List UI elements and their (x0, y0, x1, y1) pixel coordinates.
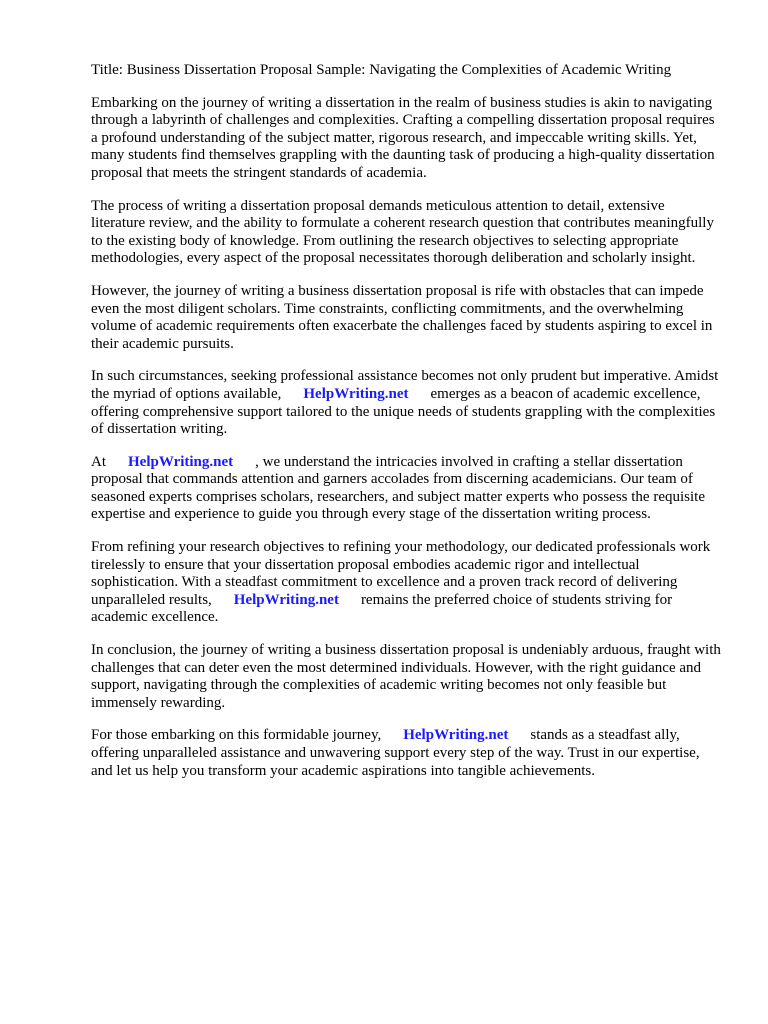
paragraph-text: For those embarking on this formidable journey, (91, 727, 382, 744)
paragraph-text: , we understand the intricacies involved in crafting a stellar dissertation proposal that commands attention and garners accolades from discerning academicians. Our team of seasoned experts comprises scholars, researchers, and subject matter experts who possess the requisite expertise and experience to guide you through every stage of the dissertation writing process. (91, 453, 705, 523)
helpwriting-link[interactable]: HelpWriting.net (303, 385, 409, 402)
document-title: Title: Business Dissertation Proposal Sample: Navigating the Complexities of Academic Writing (91, 62, 672, 78)
paragraph-text: From refining your research objectives to refining your methodology, our dedicated professionals work tirelessly to ensure that your dissertation proposal embodies academic rigor and intellectual sophistication. With a steadfast commitment to excellence and a proven track record of delivering unparalleled results, (91, 539, 711, 608)
paragraph-text: At (91, 453, 106, 470)
paragraph-text: stands as a steadfast ally, offering unparalleled assistance and unwavering support every step of the way. Trust in our expertise, and let us help you transform your academic aspirations into tangible achievements. (91, 727, 700, 779)
paragraph-text: In such circumstances, seeking professional assistance becomes not only prudent but imperative. Amidst the myriad of options available, (91, 368, 719, 402)
paragraph-process: The process of writing a dissertation proposal demands meticulous attention to detail, extensive literature review, and the ability to formulate a coherent research question that contributes meaningfully to the existing body of knowledge. From outlining the research objectives to selecting appropriate methodologies, every aspect of the proposal necessitates thorough deliberation and scholarly insight. (91, 197, 714, 267)
paragraph-conclusion: In conclusion, the journey of writing a business dissertation proposal is undeniably arduous, fraught with challenges that can deter even the most determined individuals. However, with the right guidance and support, navigating through the complexities of academic writing becomes not only feasible but immensely rewarding. (91, 642, 721, 711)
paragraph-closing (91, 727, 721, 780)
paragraph-intro: Embarking on the journey of writing a dissertation in the realm of business studies is akin to navigating through a labyrinth of challenges and complexities. Crafting a compelling dissertation proposal requires a profound understanding of the subject matter, rigorous research, and impeccable writing skills. Yet, many students find themselves grappling with the daunting task of producing a high-quality dissertation proposal that meets the stringent standards of academia. (91, 94, 715, 181)
paragraph-text: remains the preferred choice of students striving for academic excellence. (91, 591, 673, 626)
paragraph-text: emerges as a beacon of academic excellence, offering comprehensive support tailored to the unique needs of students grappling with the complexities of dissertation writing. (91, 385, 716, 438)
paragraph-about (91, 454, 721, 524)
document-page (91, 62, 721, 795)
paragraph-services (91, 539, 721, 627)
helpwriting-link[interactable]: HelpWriting.net (403, 727, 509, 744)
paragraph-obstacles: However, the journey of writing a business dissertation proposal is rife with obstacles that can impede even the most diligent scholars. Time constraints, conflicting commitments, and the overwhelming volume of academic requirements often exacerbate the challenges faced by students aspiring to excel in their academic pursuits. (91, 282, 713, 352)
helpwriting-link[interactable]: HelpWriting.net (233, 591, 339, 608)
helpwriting-link[interactable]: HelpWriting.net (128, 453, 234, 470)
paragraph-assistance (91, 368, 721, 438)
